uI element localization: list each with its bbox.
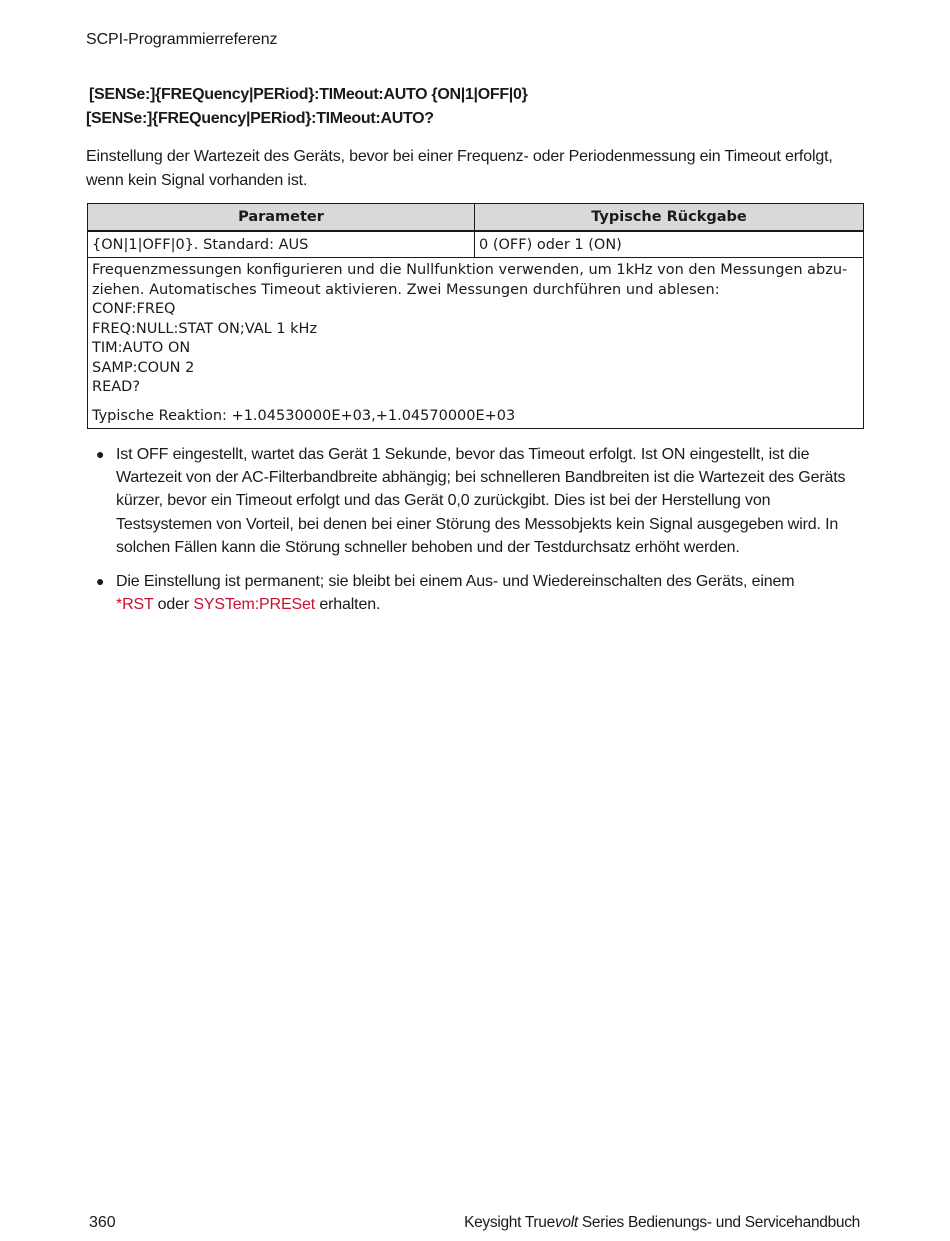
notes-list <box>86 443 866 627</box>
list-item <box>86 443 866 559</box>
command-query: [SENSe:]{FREQuency|PERiod}:TIMeout:AUTO? <box>86 110 434 127</box>
example-response: Typische Reaktion: +1.04530000E+03,+1.04570000E+03 <box>92 407 516 424</box>
note-text: Ist OFF eingestellt, wartet das Gerät 1 Sekunde, bevor das Timeout erfolgt. Ist ON eingestellt, ist die Wartezeit von der AC-Filterbandbreite abhängig; bei schnelleren Bandbreiten ist die Wartezeit des Geräts kürzer, bevor ein Timeout erfolgt und das Gerät 0,0 zurückgibt. Dies ist bei der Herstellung von Testsystemen von Vorteil, bei denen bei einer Störung des Messobjekts kein Signal ausgegeben wird. In solchen Fällen kann die Störung schneller behoben und der Testdurchsatz erhöht werden. <box>116 446 846 556</box>
page-number: 360 <box>89 1214 116 1231</box>
example-row <box>88 258 864 429</box>
description: Einstellung der Wartezeit des Geräts, bevor bei einer Frequenz- oder Periodenmessung ein Timeout erfolgt, wenn kein Signal vorhanden ist. <box>86 148 833 189</box>
manual-title-suffix: Series Bedienungs- und Servicehandbuch <box>577 1214 860 1231</box>
manual-title <box>464 1214 860 1232</box>
column-header-return: Typische Rückgabe <box>475 204 864 232</box>
parameter-table <box>87 203 864 429</box>
example-code-line: FREQ:NULL:STAT ON;VAL 1 kHz <box>92 320 318 337</box>
note-text-connector: oder <box>157 596 190 614</box>
command-syntax <box>86 83 528 131</box>
note-text: Die Einstellung ist permanent; sie bleibt bei einem Aus- und Wiedereinschalten des Geräts, einem <box>116 573 795 591</box>
parameter-value: {ON|1|OFF|0}. Standard: AUS <box>88 231 475 258</box>
manual-title-italic: volt <box>554 1214 578 1231</box>
bullet-icon: ● <box>96 446 105 462</box>
return-value: 0 (OFF) oder 1 (ON) <box>475 231 864 258</box>
system-preset-link[interactable]: SYSTem:PRESet <box>193 596 316 614</box>
table-row <box>88 231 864 258</box>
example-code-line: READ? <box>92 379 141 395</box>
rst-link[interactable]: *RST <box>116 596 154 614</box>
command-set: [SENSe:]{FREQuency|PERiod}:TIMeout:AUTO {ON|1|OFF|0} <box>89 86 528 103</box>
running-header: SCPI-Programmierreferenz <box>86 31 278 48</box>
manual-title-prefix: Keysight True <box>464 1214 555 1231</box>
example-code-line: TIM:AUTO ON <box>92 340 191 356</box>
example-line: ziehen. Automatisches Timeout aktivieren. Zwei Messungen durchführen und ablesen: <box>92 281 720 298</box>
bullet-icon: ● <box>96 573 105 590</box>
example-code-line: CONF:FREQ <box>92 301 176 317</box>
note-text-end: erhalten. <box>319 596 381 614</box>
example-cell <box>88 258 864 429</box>
table-header-row <box>88 204 864 232</box>
column-header-parameter: Parameter <box>88 204 475 232</box>
example-code-line: SAMP:COUN 2 <box>92 359 195 376</box>
example-line: Frequenzmessungen konfigurieren und die Nullfunktion verwenden, um 1kHz von den Messungen abzu- <box>92 262 848 278</box>
list-item <box>86 570 866 616</box>
